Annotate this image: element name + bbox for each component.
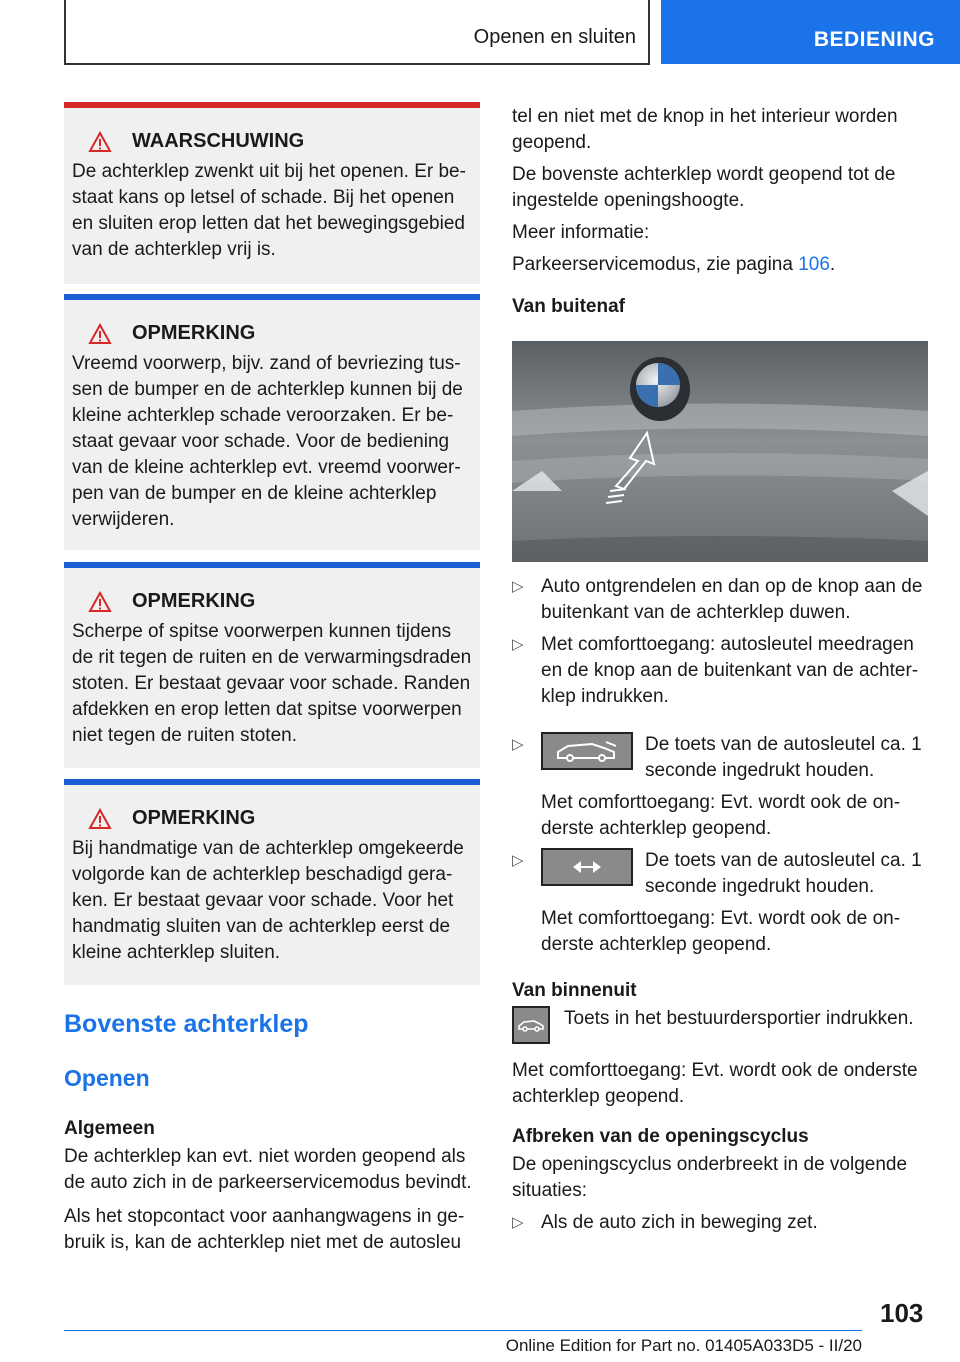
callout-text: Vreemd voorwerp, bijv. zand of bevriezing tussen de bumper en de achterklep kunnen bij de kleine achterklep schade veroorzaken. Er bestaat gevaar voor schade. Voor de bediening van de kleine achterklep evt. vreemd voorwerpen van de bumper en de kleine achterklep verwijderen. [72,353,463,530]
paragraph: Met comforttoegang: Evt. wordt ook de onderste achterklep geopend. [512,1060,918,1107]
edition-info: Online Edition for Part no. 01405A033D5 - II/20 [505,1336,862,1355]
binnen-row [512,1006,932,1044]
paragraph: tel en niet met de knop in het interieur worden geopend. [512,106,898,153]
list-item [512,632,932,710]
binnen-text: Toets in het bestuurdersportier indrukken. [564,1008,914,1029]
warning-callout [64,102,480,284]
car-tailgate-key-icon [541,732,633,770]
reference-end: . [829,254,836,275]
key-note: Met comforttoegang: Evt. wordt ook de onderste achterklep geopend. [541,908,901,955]
list-item [512,848,932,958]
car-tailgate-key-icon [512,1006,550,1044]
list-item [512,574,932,626]
warning-triangle-icon [88,591,112,613]
note-callout [64,562,480,768]
header-section-title: Openen en sluiten [473,26,636,48]
triangle-bullet-icon: ▷ [512,578,524,595]
warning-triangle-icon [88,808,112,830]
right-body-top [512,104,932,318]
note-callout [64,779,480,985]
header-rule-left [64,0,66,64]
list-item [512,732,932,842]
footer-rule [64,1330,862,1331]
cross-reference [512,252,932,278]
callout-text: Scherpe of spitse voorwerpen kunnen tijdens de rit tegen de ruiten en de verwarmingsdraden stoten. Er bestaat gevaar voor schade. Randen afdekken en erop letten dat spitse voorwerpen niet tegen de ruiten stoten. [72,621,472,746]
subsection-heading: Openen [64,1065,150,1091]
triangle-bullet-icon: ▷ [512,852,524,869]
callout-title: OPMERKING [132,322,256,344]
section-heading: Bovenste achterklep [64,1010,309,1038]
list-item [512,1210,932,1236]
callout-title: OPMERKING [132,807,256,829]
paragraph: Meer informatie: [512,222,650,243]
list-item-text: Auto ontgrendelen en dan op de knop aan de buitenkant van de achterklep duwen. [541,576,923,623]
triangle-bullet-icon: ▷ [512,1214,524,1231]
paragraph: De bovenste achterklep wordt geopend tot de ingestelde openingshoogte. [512,164,896,211]
key-note: Met comforttoegang: Evt. wordt ook de onderste achterklep geopend. [541,792,901,839]
upper-tailgate-key-icon [541,848,633,886]
callout-text: De achterklep zwenkt uit bij het openen. Er bestaat kans op letsel of schade. Bij het openen en sluiten erop letten dat het bewegingsgebied van de achterklep vrij is. [72,161,466,260]
warning-triangle-icon [88,323,112,345]
van-binnenuit-title: Van binnenuit [512,980,637,1001]
page-link[interactable]: 106 [798,254,830,275]
left-body [64,1118,480,1256]
paragraph: Als het stopcontact voor aanhangwagens in gebruik is, kan de achterklep niet met de autosleu [64,1206,465,1253]
header-rule-divider [648,0,650,64]
header-chapter-label: BEDIENING [813,28,935,51]
callout-title: OPMERKING [132,590,256,612]
list-item-text: Met comforttoegang: autosleutel meedragen en de knop aan de buitenkant van de achterklep indrukken. [541,634,919,707]
algemeen-title: Algemeen [64,1118,155,1139]
paragraph: De achterklep kan evt. niet worden geopend als de auto zich in de parkeerservicemodus bevindt. [64,1146,472,1193]
note-callout [64,294,480,550]
warning-triangle-icon [88,131,112,153]
afbreken-title: Afbreken van de openingscyclus [512,1126,809,1147]
right-body-bullets [512,574,932,1236]
paragraph: De openingscyclus onderbreekt in de volgende situaties: [512,1154,908,1201]
page-number: 103 [880,1298,924,1328]
key-instruction: De toets van de autosleutel ca. 1 seconde ingedrukt houden. [645,734,922,781]
triangle-bullet-icon: ▷ [512,736,524,753]
tailgate-button-photo [512,341,928,562]
key-instruction: De toets van de autosleutel ca. 1 seconde ingedrukt houden. [645,850,922,897]
callout-title: WAARSCHUWING [132,130,305,152]
reference-text: Parkeerservicemodus, zie pagina [512,254,799,275]
header-rule-bottom [64,63,650,65]
list-item-text: Als de auto zich in beweging zet. [541,1212,818,1233]
callout-text: Bij handmatige van de achterklep omgekeerde volgorde kan de achterklep beschadigd geraken. Er bestaat gevaar voor schade. Voor het handmatig sluiten van de achterklep eerst de kleine achterklep sluiten. [72,838,464,963]
van-buitenaf-title: Van buitenaf [512,296,625,317]
triangle-bullet-icon: ▷ [512,636,524,653]
